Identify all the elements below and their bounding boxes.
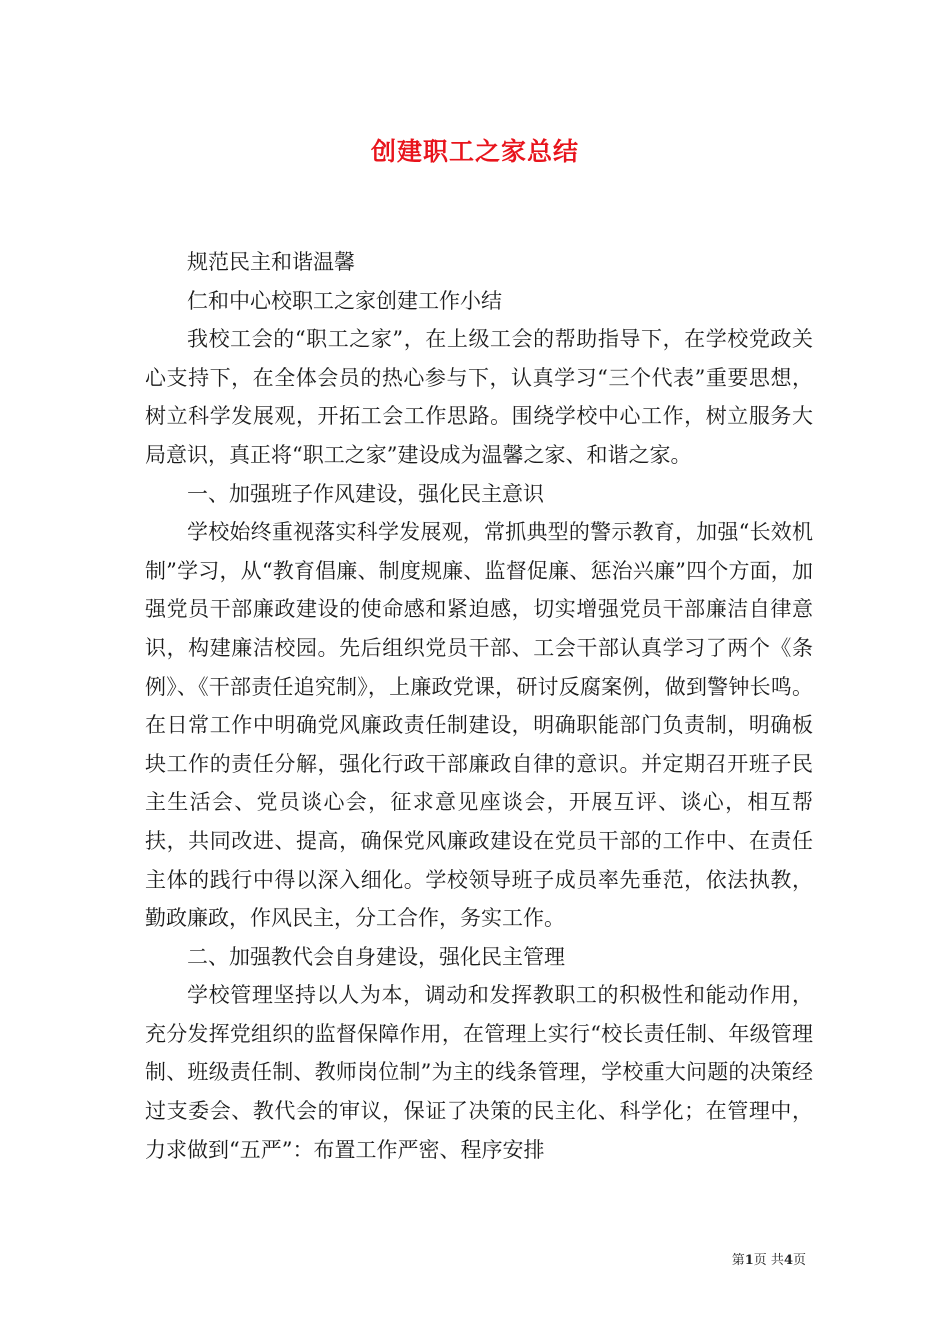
section-heading-2: 二、加强教代会自身建设，强化民主管理 [187, 944, 565, 969]
subtitle-line: 规范民主和谐温馨 [187, 250, 355, 274]
document-title: 创建职工之家总结 [370, 137, 579, 166]
report-title-line: 仁和中心校职工之家创建工作小结 [187, 288, 502, 313]
section-2-paragraph: 学校管理坚持以人为本，调动和发挥教职工的积极性和能动作用，充分发挥党组织的监督保障作用，在管理上实行“校长责任制、年级管理制、班级责任制、教师岗位制”为主的线条管理，学校重大问题的决策经过支委会、教代会的审议，保证了决策的民主化、科学化；在管理中，力求做到“五严”：布置工作严密、程序安排 [145, 983, 813, 1162]
footer-prefix: 第 [731, 1253, 745, 1268]
section-1-paragraph: 学校始终重视落实科学发展观，常抓典型的警示教育，加强“长效机制”学习，从“教育倡廉、制度规廉、监督促廉、惩治兴廉”四个方面，加强党员干部廉政建设的使命感和紧迫感，切实增强党员干部廉洁自律意识，构建廉洁校园。先后组织党员干部、工会干部认真学习了两个《条例》、《干部责任追究制》，上廉政党课，研讨反腐案例，做到警钟长鸣。在日常工作中明确党风廉政责任制建设，明确职能部门负责制，明确板块工作的责任分解，强化行政干部廉政自律的意识。并定期召开班子民主生活会、党员谈心会，征求意见座谈会，开展互评、谈心，相互帮扶，共同改进、提高，确保党风廉政建设在党员干部的工作中、在责任主体的践行中得以深入细化。学校领导班子成员率先垂范，依法执教，勤政廉政，作风民主，分工合作，务实工作。 [145, 520, 813, 931]
intro-paragraph: 我校工会的“职工之家”，在上级工会的帮助指导下，在学校党政关心支持下，在全体会员的热心参与下，认真学习“三个代表”重要思想，树立科学发展观，开拓工会工作思路。围绕学校中心工作，树立服务大局意识，真正将“职工之家”建设成为温馨之家、和谐之家。 [145, 327, 813, 467]
section-heading-1: 一、加强班子作风建设，强化民主意识 [187, 481, 544, 506]
footer-suffix: 页 [792, 1253, 806, 1268]
document-body [145, 243, 813, 1169]
page-number-footer [732, 1249, 806, 1268]
total-page-count: 4 [783, 1253, 793, 1268]
current-page-number: 1 [744, 1253, 754, 1268]
footer-middle: 页 共 [753, 1253, 784, 1268]
